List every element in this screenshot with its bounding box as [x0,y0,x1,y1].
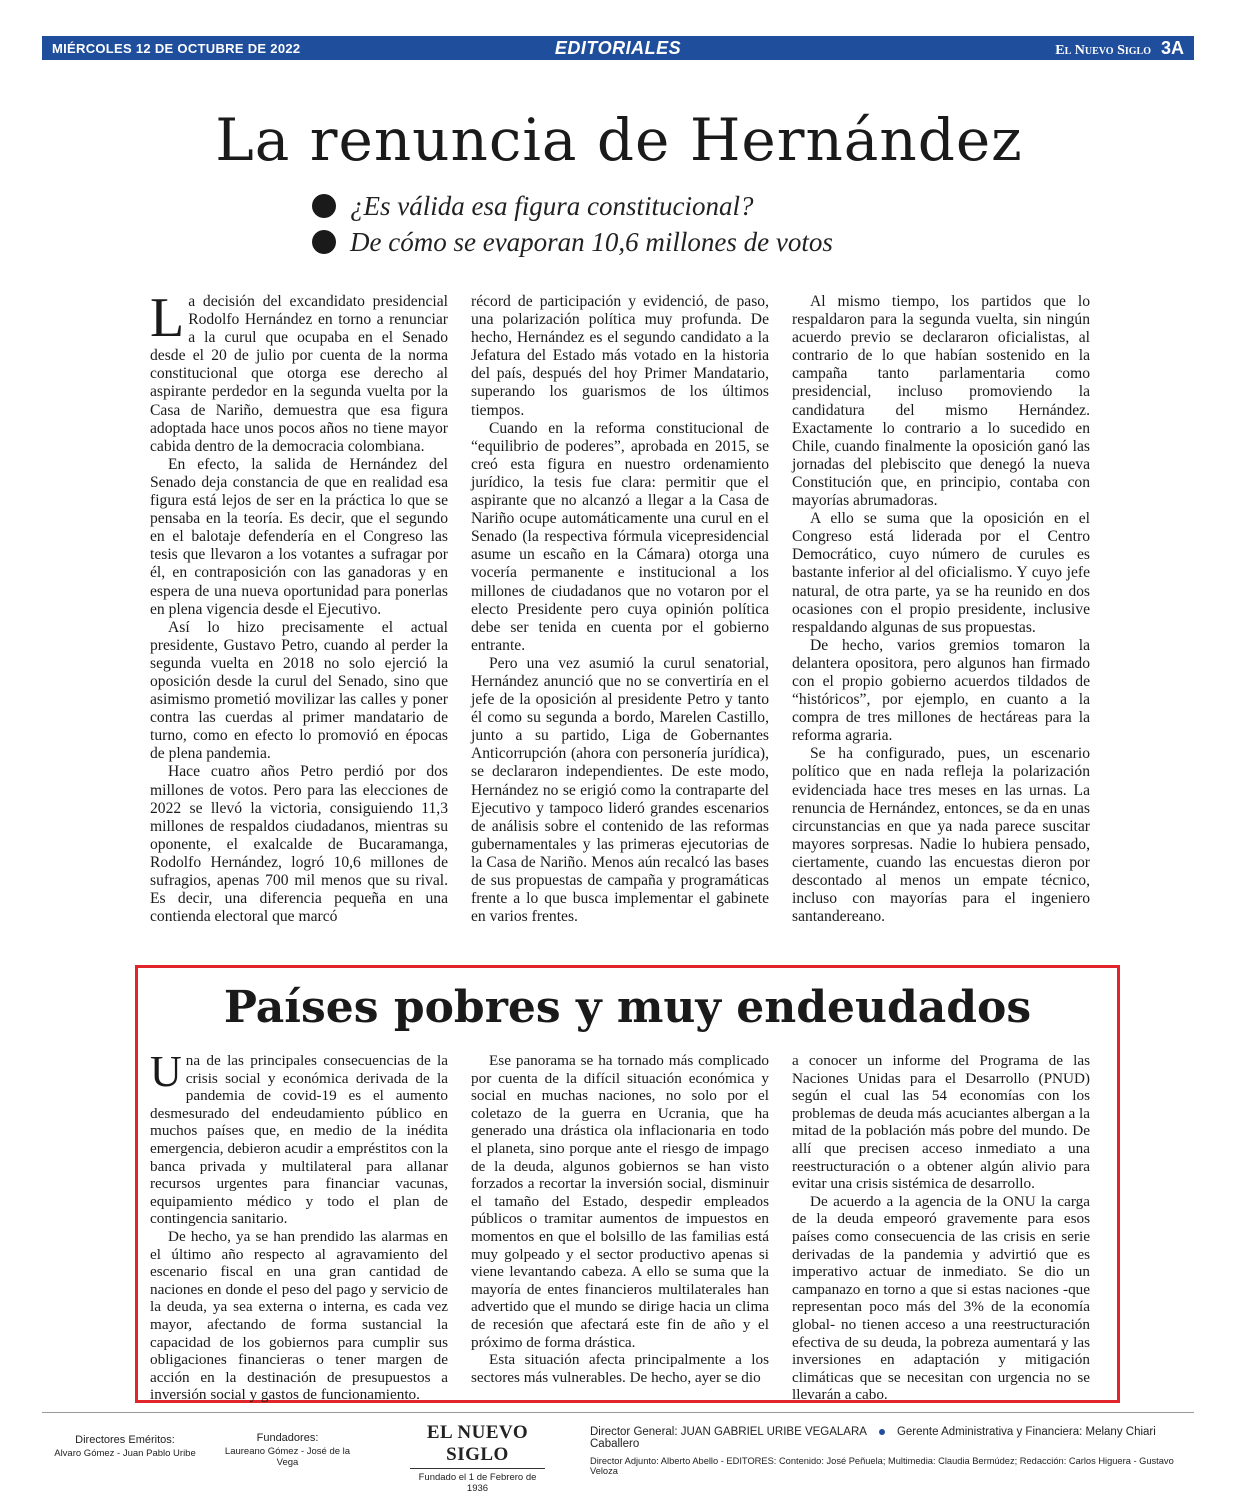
drop-cap: L [150,287,185,349]
founders [215,1432,360,1468]
separator-dot-icon [879,1429,885,1435]
deck-item [312,224,1012,260]
paragraph: De hecho, ya se han prendido las alarmas en el último año respecto al agravamiento del escenario fiscal en una gran cantidad de naciones en donde el peso del pago y servicio de la deuda, ya sea externa o interna, es cada vez mayor, afectando de forma sustancial la capacidad de los gobiernos para cumplir sus obligaciones financieras o tener margen de acción en la destinación de presupuestos a inversión social y gastos de funcionamiento. [150,1227,448,1404]
editorial1-column-1 [150,287,448,953]
emeritus-title: Directores Eméritos: [75,1434,175,1446]
deck-item [312,188,1012,224]
logo-text: EL NUEVO SIGLO [410,1422,545,1469]
staff-line-1 [590,1426,1190,1450]
paragraph: De hecho, varios gremios tomaron la delantera opositora, pero algunos han firmado con el propio gobierno acuerdos tildados de “históricos”, por ejemplo, en cuanto a la compra de tres millones de hectáreas para la reforma agraria. [792,636,1090,745]
paragraph: Esta situación afecta principalmente a los sectores más vulnerables. De hecho, ayer se dio [471,1351,769,1386]
paragraph: La decisión del excandidato presidencial Rodolfo Hernández en torno a renunciar a la curul que ocupaba en el Senado desde el 20 de julio por cuenta de la norma constitucional que otorga ese derecho al aspirante perdedor en la segunda vuelta por la Casa de Nariño, demuestra que esa figura adoptada hace unos pocos años no tiene mayor cabida dentro de la democracia colombiana. [150,287,448,455]
footer-divider [42,1412,1194,1413]
editorial2-column-1 [150,1047,448,1404]
masthead-footer [0,1422,1238,1494]
paragraph: Pero una vez asumió la curul senatorial, Hernández anunció que no se convertiría en el jefe de la oposición al presidente Petro y tanto él como su segunda a bordo, Marelen Castillo, junto a su partido, Liga de Gobernantes Anticorrupción (ahora con personería jurídica), se declararon independientes. De este modo, Hernández no se erigió como la contraparte del Ejecutivo y tampoco lideró grandes escenarios de análisis sobre el contenido de las reformas gubernamentales y las primeras ejecutorias de la Casa de Nariño. Menos aún recalcó las bases de sus propuestas de campaña y programáticas frente a lo que busca implementar el gabinete en varios frentes. [471,654,769,926]
paragraph: De acuerdo a la agencia de la ONU la carga de la deuda empeoró gravemente para esos países como consecuencia de las crisis en serie derivadas de la pandemia y advirtió que es imperativo actuar de inmediato. Se dio un campanazo en torno a que si estas naciones -que representan poco más del 3% de la economía global- no tienen acceso a una reestructuración efectiva de su deuda, la pobreza aumentará y las inversiones en adaptación y mitigación climáticas que se necesitan con urgencia no se llevarán a cabo. [792,1192,1090,1404]
edition-date: MIÉRCOLES 12 DE OCTUBRE DE 2022 [52,40,301,56]
paragraph: Al mismo tiempo, los partidos que lo respaldaron para la segunda vuelta, sin ningún acuerdo previo se declararon oficialistas, al contrario de lo que habían sostenido en la campaña tanto parlamentaria como presidencial, incluso promoviendo la candidatura del mismo Hernández. Exactamente lo contrario a lo sucedido en Chile, cuando finalmente la oposición ganó las jornadas del plebiscito que denegó la nueva Constitución que, en principio, contaba con mayorías abrumadoras. [792,293,1090,510]
paragraph: a conocer un informe del Programa de las Naciones Unidas para el Desarrollo (PNUD) según el cual las 54 economías con los problemas de deuda más acuciantes albergan a la mitad de la población más pobre del mundo. De allí que precisen acceso inmediato a una reestructuración o a obtener algún alivio para evitar una crisis sistémica de desarrollo. [792,1052,1090,1193]
founders-names: Laureano Gómez - José de la Vega [224,1446,351,1468]
paragraph: Cuando en la reforma constitucional de “equilibrio de poderes”, aprobada en 2015, se creó esta figura en nuestro ordenamiento jurídico, la tesis fue clara: permitir que el aspirante que no alcanzó a llegar a la Casa de Nariño ocupe automáticamente una curul en el Senado (la respectiva fórmula vicepresidencial asume un escaño en la Cámara) otorga una vocería permanente e institucional a los millones de ciudadanos que no votaron por el electo Presidente pero cuya opinión política debe ser tenida en cuenta por el gobierno entrante. [471,419,769,654]
newspaper-logo [410,1422,545,1494]
page-number: 3A [1160,37,1184,58]
staff-line-2: Director Adjunto: Alberto Abello - EDITORES: Contenido: José Peñuela; Multimedia: Claudia Bermúdez; Redacción: Carlos Higuera - Gustavo Veloza [590,1456,1174,1476]
editorial2-title: Países pobres y muy endeudados [223,982,1032,1033]
paragraph: A ello se suma que la oposición en el Congreso está liderada por el Centro Democrático, cuyo número de curules es bastante inferior al del oficialismo. Y cuyo jefe natural, de otra parte, ya se ha reunido en dos ocasiones con el propio presidente, inclusive respaldando algunas de sus propuestas. [792,510,1090,636]
administrative-manager: Gerente Administrativa y Financiera: Melany Chiari Caballero [590,1426,1156,1450]
paragraph: récord de participación y evidenció, de paso, una polarización política muy profunda. De hecho, Hernández es el segundo candidato a la Jefatura del Estado más votado en la historia del país, después del hoy Primer Mandatario, superando los guarismos de los últimos tiempos. [471,293,769,419]
emeritus-names: Alvaro Gómez - Juan Pablo Uribe [54,1448,196,1459]
section-name: EDITORIALES [554,37,682,58]
paragraph: Se ha configurado, pues, un escenario político que en nada refleja la polarización evidenciada hace tres meses en las urnas. La renuncia de Hernández, entonces, se da en unas circunstancias en que ya nada parece suscitar mayores sorpresas. Nadie lo hubiera pensado, ciertamente, cuando las encuestas dieron por descontado al menos un empate técnico, incluso con mayorías para el ingeniero santandereano. [792,745,1090,926]
paragraph: Una de las principales consecuencias de la crisis social y económica derivada de la pandemia de covid-19 es el aumento desmesurado del endeudamiento público en muchos países que, en medio de la inédita emergencia, debieron acudir a empréstitos con la banca privada y multilateral para allanar recursos urgentes para financiar vacunas, equipamiento médico y todo el plan de contingencia sanitario. [150,1047,448,1228]
bullet-icon [312,194,336,218]
drop-cap: U [150,1047,182,1096]
paragraph: En efecto, la salida de Hernández del Senado deja constancia de que en realidad esa figura está lejos de ser en la práctica lo que se pensaba en la teoría. Es decir, que el segundo en el balotaje defendería en el Congreso las tesis que llevaron a los votantes a sufragar por él, en contraposición con las ganadoras y en espera de una nueva oportunidad para ponerlas en plena vigencia desde el Ejecutivo. [150,455,448,618]
deck-text: ¿Es válida esa figura constitucional? [350,190,754,221]
paragraph: Ese panorama se ha tornado más complicado por cuenta de la difícil situación económica y social en muchas naciones, no solo por el coletazo de la guerra en Ucrania, que ha generado una drástica ola inflacionaria en todo el planeta, sino porque ante el riesgo de impago de la deuda, algunos gobiernos se han visto forzados a recortar la inversión social, disminuir el tamaño del Estado, despedir empleados públicos o tramitar aumentos de impuestos en momentos en que el bolsillo de las familias está muy golpeado y el sector productivo apenas si viene levantando cabeza. A ello se suma que la mayoría de entes financieros multilaterales han advertido que el mundo se dirige hacia un clima de recesión que afectará este fin de año y el próximo de forma drástica. [471,1052,769,1351]
editorial2-column-2 [471,1052,769,1386]
director-general: Director General: JUAN GABRIEL URIBE VEGALARA [590,1426,867,1438]
editorial1-decks [312,188,1012,260]
paragraph: Así lo hizo precisamente el actual presidente, Gustavo Petro, cuando al perder la segunda vuelta en 2018 no solo ejerció la oposición desde la curul del Senado, sino que asimismo prometió movilizar las calles y poner contra las cuerdas al primer mandatario de turno, como en efecto lo promovió en épocas de plena pandemia. [150,618,448,763]
bullet-icon [312,230,336,254]
staff-credits [590,1426,1190,1476]
founders-title: Fundadores: [256,1432,319,1444]
paragraph: Hace cuatro años Petro perdió por dos millones de votos. Pero para las elecciones de 2022 se llevó la victoria, consiguiendo 11,3 millones de respaldos ciudadanos, mientras su oponente, el exalcalde de Bucaramanga, Rodolfo Hernández, logró 10,6 millones de sufragios, apenas 700 mil menos que su rival. Es decir, una diferencia pequeña en una contienda electoral que marcó [150,763,448,926]
top-banner [42,36,1194,60]
editorial1-column-2 [471,293,769,953]
editorial2-body [150,1047,1090,1404]
banner-right [1055,38,1184,59]
editorial1-column-3 [792,293,1090,953]
emeritus-directors [50,1434,200,1459]
editorial1-title: La renuncia de Hernández [215,106,1023,174]
deck-text: De cómo se evaporan 10,6 millones de votos [350,226,833,257]
editorial2-column-3 [792,1052,1090,1404]
editorial1-body [150,287,1090,953]
founded-date: Fundado el 1 de Febrero de 1936 [418,1472,537,1494]
newspaper-name: El Nuevo Siglo [1055,42,1151,58]
